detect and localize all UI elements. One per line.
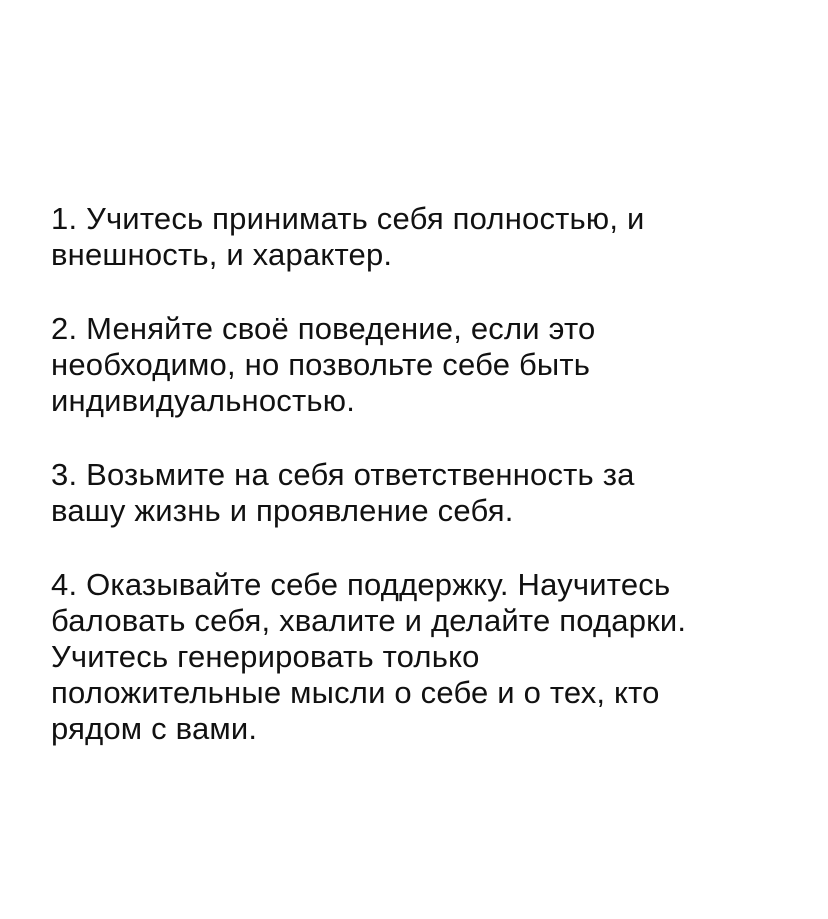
text-line: баловать себя, хвалите и делайте подарки. <box>51 603 687 638</box>
text-line: Учитесь генерировать только <box>51 639 480 674</box>
list-item-4 <box>51 567 791 747</box>
text-line: 1. Учитесь принимать себя полностью, и <box>51 201 645 236</box>
list-item-1 <box>51 201 791 273</box>
text-line: 2. Меняйте своё поведение, если это <box>51 311 596 346</box>
text-line: положительные мысли о себе и о тех, кто <box>51 675 660 710</box>
list-item-3 <box>51 457 791 529</box>
text-content <box>51 201 791 785</box>
text-line: вашу жизнь и проявление себя. <box>51 493 514 528</box>
text-line: рядом с вами. <box>51 711 258 746</box>
text-line: индивидуальностью. <box>51 383 356 418</box>
text-line: необходимо, но позвольте себе быть <box>51 347 591 382</box>
text-line: 4. Оказывайте себе поддержку. Научитесь <box>51 567 671 602</box>
text-line: внешность, и характер. <box>51 237 393 272</box>
text-line: 3. Возьмите на себя ответственность за <box>51 457 635 492</box>
list-item-2 <box>51 311 791 419</box>
